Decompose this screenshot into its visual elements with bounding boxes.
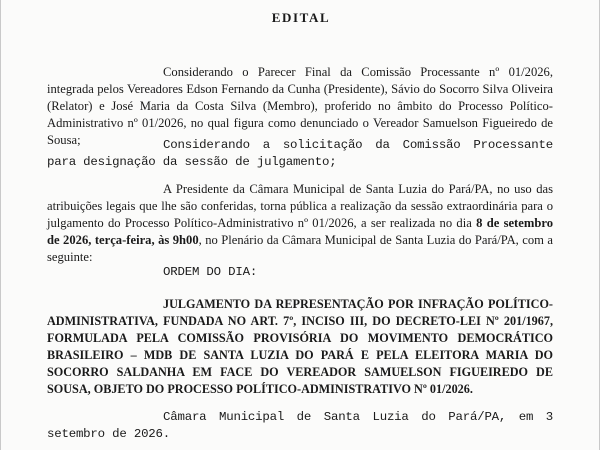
document-title: EDITAL xyxy=(271,10,331,25)
ordem-do-dia-heading: ORDEM DO DIA: xyxy=(163,265,258,279)
paragraph-solicitacao: Considerando a solicitação da Comissão Processante para designação da sessão de julgamento; xyxy=(47,138,553,169)
convocacao-text-end: , no Plenário da Câmara Municipal de Santa Luzia do Pará/PA, com a seguinte: xyxy=(47,233,553,264)
paragraph-julgamento: JULGAMENTO DA REPRESENTAÇÃO POR INFRAÇÃO POLÍTICO-ADMINISTRATIVA, FUNDADA NO ART. 7º, INCISO III, DO DECRETO-LEI Nº 201/1967, FORMULADA PELA COMISSÃO PROVISÓRIA DO MOVIMENTO DEMOCRÁTICO BRASILEIRO – MDB DE SANTA LUZIA DO PARÁ E PELA ELEITORA MARIA DO SOCORRO SALDANHA EM FACE DO VEREADOR SAMUELSON FIGUEIREDO DE SOUSA, OBJETO DO PROCESSO POLÍTICO-ADMINISTRATIVO Nº 01/2026. xyxy=(47,297,553,396)
convocacao-text-start: A Presidente da Câmara Municipal de Santa Luzia do Pará/PA, no uso das atribuições legais que lhe são conferidas, torna pública a realização da sessão extraordinária para o julgamento do Processo Político-Administrativo nº 01/2026, a ser realizada no dia xyxy=(47,182,553,230)
paragraph-parecer-final: Considerando o Parecer Final da Comissão Processante nº 01/2026, integrada pelos Vereadores Edson Fernando da Cunha (Presidente), Sávio do Socorro Silva Oliveira (Relator) e José Maria da Costa Silva (Membro), proferido no âmbito do Processo Político-Administrativo nº 01/2026, no qual figura como denunciado o Vereador Samuelson Figueiredo de Sousa; xyxy=(47,65,553,147)
paragraph-convocacao xyxy=(47,181,553,266)
session-date: 8 de setembro de 2026, terça-feira, às 9h00 xyxy=(47,216,553,247)
paragraph-place-date: Câmara Municipal de Santa Luzia do Pará/PA, em 3 setembro de 2026. xyxy=(47,410,553,441)
